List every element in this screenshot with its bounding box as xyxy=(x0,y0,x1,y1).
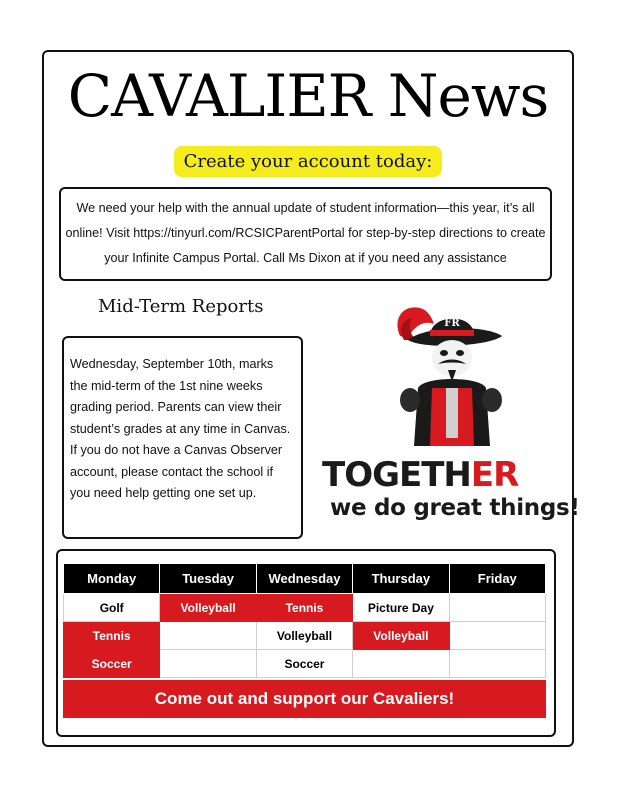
calendar-cell: Soccer xyxy=(64,650,160,678)
calendar-row xyxy=(64,650,546,678)
midterm-heading: Mid-Term Reports xyxy=(98,296,264,317)
day-header: Wednesday xyxy=(256,564,352,594)
calendar-cell: Volleyball xyxy=(353,622,449,650)
slogan-tagline: we do great things! xyxy=(330,495,580,521)
cavalier-mascot-illustration xyxy=(394,296,506,456)
calendar-cell xyxy=(449,594,545,622)
calendar-cell: Tennis xyxy=(64,622,160,650)
portal-notice: We need your help with the annual update of student information—this year, it’s all online! Visit https://tinyurl.com/RCSICParentPortal for step-by-step directions to create your Infinite Campus Portal. Call Ms Dixon at if you need any assistance xyxy=(59,187,552,281)
calendar-cell xyxy=(353,650,449,678)
midterm-text: Wednesday, September 10th, marks the mid-term of the 1st nine weeks grading period. Parents can view their student’s grades at any time in Canvas. If you do not have a Canvas Observer account, please contact the school if you need help getting one set up. xyxy=(62,336,303,539)
activity-calendar xyxy=(63,563,546,678)
calendar-cell xyxy=(449,650,545,678)
calendar-cell xyxy=(160,622,256,650)
day-header: Thursday xyxy=(353,564,449,594)
slogan-main: TOGETH xyxy=(322,455,471,495)
calendar-cell: Volleyball xyxy=(160,594,256,622)
day-header: Tuesday xyxy=(160,564,256,594)
together-slogan xyxy=(322,455,518,495)
day-header: Monday xyxy=(64,564,160,594)
calendar-cell: Volleyball xyxy=(256,622,352,650)
calendar-cell: Tennis xyxy=(256,594,352,622)
slogan-accent: ER xyxy=(470,455,519,495)
calendar-cell: Soccer xyxy=(256,650,352,678)
calendar-cell xyxy=(449,622,545,650)
calendar-cell: Picture Day xyxy=(353,594,449,622)
account-callout: Create your account today: xyxy=(174,146,442,177)
support-banner: Come out and support our Cavaliers! xyxy=(63,680,546,718)
newsletter-title: CAVALIER News xyxy=(67,62,549,130)
calendar-cell xyxy=(160,650,256,678)
calendar-row xyxy=(64,622,546,650)
hat-logo: FR xyxy=(444,318,460,329)
calendar-row xyxy=(64,594,546,622)
day-header: Friday xyxy=(449,564,545,594)
calendar-header-row xyxy=(64,564,546,594)
calendar-cell: Golf xyxy=(64,594,160,622)
